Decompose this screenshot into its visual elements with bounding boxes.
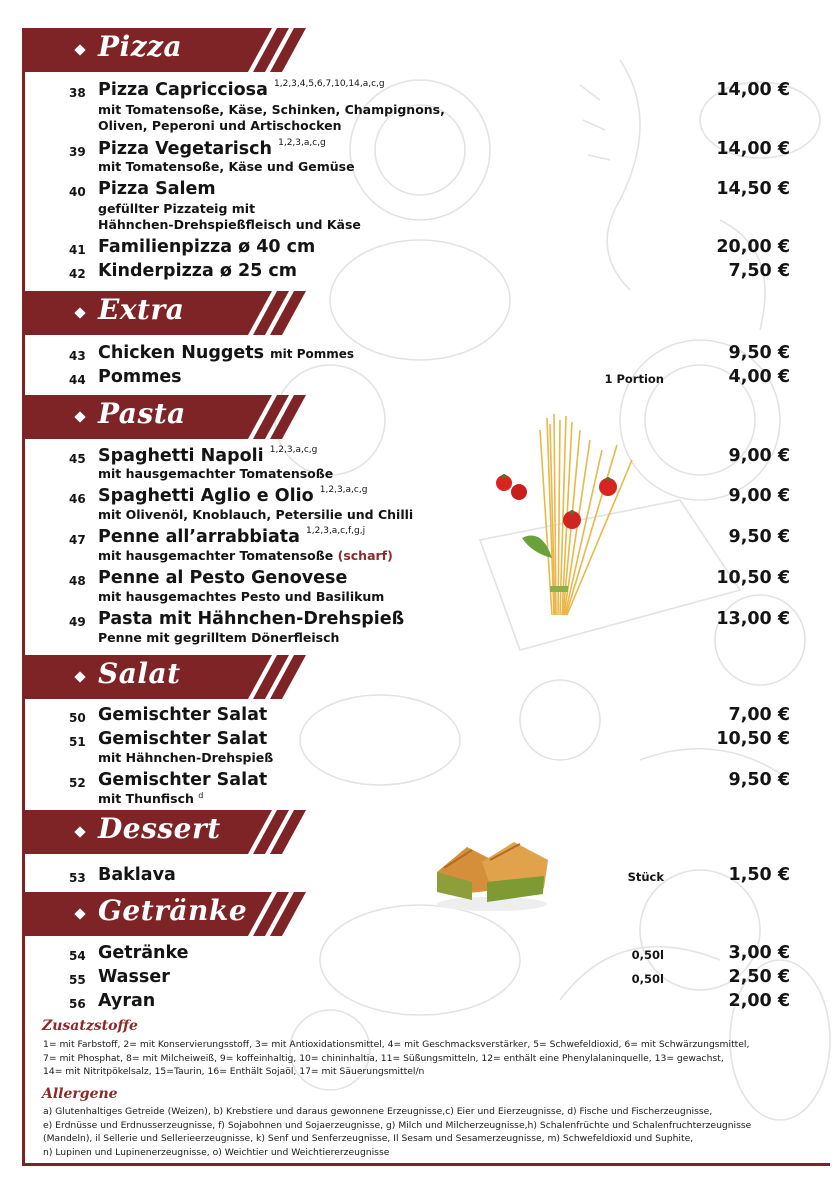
description-line: Penne mit gegrilltem Dönerfleisch <box>98 630 340 645</box>
section-banner-pizza <box>24 28 314 72</box>
portion-note: 1 Portion <box>604 372 664 386</box>
allergene-title: Allergene <box>42 1086 118 1102</box>
item-name-text: Pasta mit Hähnchen-Drehspieß <box>98 609 405 629</box>
item-description <box>98 589 384 605</box>
allergen-codes: d <box>198 790 204 800</box>
item-name <box>98 770 267 790</box>
item-price: 3,00 € <box>728 943 790 963</box>
item-name <box>98 705 267 725</box>
item-name <box>98 80 385 100</box>
item-name <box>98 139 326 159</box>
section-title: Extra <box>98 293 185 326</box>
item-description <box>98 630 339 646</box>
item-name <box>98 943 189 963</box>
description-text: mit hausgemachter Tomatensoße <box>98 548 334 563</box>
item-number: 39 <box>69 145 86 159</box>
item-description <box>98 548 393 564</box>
section-banner-extra <box>24 291 314 335</box>
item-number: 54 <box>69 949 86 963</box>
item-name-text: Gemischter Salat <box>98 705 268 725</box>
item-name-text: Kinderpizza ø 25 cm <box>98 261 298 281</box>
item-name <box>98 991 155 1011</box>
item-number: 38 <box>69 86 86 100</box>
item-number: 40 <box>69 185 86 199</box>
spaghetti-with-tomatoes-image <box>492 410 642 625</box>
section-title: Getränke <box>98 894 248 927</box>
item-price: 10,50 € <box>716 729 790 749</box>
section-banner-getrnke <box>24 892 314 936</box>
item-price: 9,50 € <box>728 527 790 547</box>
item-number: 49 <box>69 615 86 629</box>
item-name-text: Getränke <box>98 943 189 963</box>
item-price: 20,00 € <box>716 237 790 257</box>
item-name-text: Gemischter Salat <box>98 729 268 749</box>
description-line: Oliven, Peperoni und Artischocken <box>98 118 342 133</box>
item-description <box>98 791 203 807</box>
description-line <box>98 791 203 807</box>
item-number: 51 <box>69 735 86 749</box>
item-price: 14,50 € <box>716 179 790 199</box>
item-number: 42 <box>69 267 86 281</box>
item-price: 2,00 € <box>728 991 790 1011</box>
item-description <box>98 750 273 766</box>
section-banner-dessert <box>24 810 314 854</box>
item-name-text: Gemischter Salat <box>98 770 268 790</box>
description-line: mit Olivenöl, Knoblauch, Petersilie und Chilli <box>98 507 414 522</box>
zusatzstoffe-title: Zusatzstoffe <box>42 1018 138 1034</box>
item-name-text: Baklava <box>98 865 176 885</box>
item-number: 55 <box>69 973 86 987</box>
allergen-codes: 1,2,3,a,c,g <box>269 445 318 456</box>
item-name-text: Ayran <box>98 991 156 1011</box>
item-name-text: Spaghetti Aglio e Olio <box>98 486 314 506</box>
item-name-text: Pizza Salem <box>98 179 216 199</box>
footnote-line: 1= mit Farbstoff, 2= mit Konservierungsstoff, 3= mit Antioxidationsmittel, 4= mit Geschmacksverstärker, 5= Schwefeldioxid, 6= mit Schwärzungsmittel, <box>43 1039 750 1050</box>
footnote-line: a) Glutenhaltiges Getreide (Weizen), b) Krebstiere und daraus gewonnene Erzeugnisse,c) Eier und Eierzeugnisse, d) Fische und Fischerzeugnisse, <box>43 1106 713 1117</box>
section-banner-salat <box>24 655 314 699</box>
item-number: 52 <box>69 776 86 790</box>
item-name-text: Pizza Capricciosa <box>98 80 268 100</box>
item-number: 41 <box>69 243 86 257</box>
item-name-text: Pommes <box>98 367 182 387</box>
description-line <box>98 548 393 564</box>
item-number: 43 <box>69 349 86 363</box>
item-price: 9,00 € <box>728 486 790 506</box>
item-description <box>98 102 445 134</box>
portion-note: 0,50l <box>631 972 664 986</box>
item-price: 2,50 € <box>728 967 790 987</box>
description-text: mit Thunfisch <box>98 791 194 806</box>
description-line: Hähnchen-Drehspießfleisch und Käse <box>98 217 361 232</box>
item-name <box>98 261 297 281</box>
description-line: mit hausgemachter Tomatensoße <box>98 466 334 481</box>
item-name-text: Penne all’arrabbiata <box>98 527 300 547</box>
item-number: 56 <box>69 997 86 1011</box>
item-number: 44 <box>69 373 86 387</box>
item-price: 10,50 € <box>716 568 790 588</box>
item-price: 9,00 € <box>728 446 790 466</box>
section-title: Pizza <box>98 30 183 63</box>
item-price: 9,50 € <box>728 343 790 363</box>
section-title: Dessert <box>98 812 221 845</box>
item-price: 14,00 € <box>716 139 790 159</box>
description-line: gefüllter Pizzateig mit <box>98 201 256 216</box>
item-name-text: Penne al Pesto Genovese <box>98 568 348 588</box>
item-description <box>98 466 333 482</box>
allergen-codes: 1,2,3,a,c,g <box>319 485 368 496</box>
footnote-line: n) Lupinen und Lupinenerzeugnisse, o) Weichtier und Weichtiererzeugnisse <box>43 1146 390 1158</box>
item-number: 48 <box>69 574 86 588</box>
description-line: mit hausgemachtes Pesto und Basilikum <box>98 589 385 604</box>
item-name-text: Spaghetti Napoli <box>98 446 264 466</box>
allergen-codes: 1,2,3,a,c,g <box>278 138 326 149</box>
portion-note: Stück <box>627 870 664 884</box>
item-price: 14,00 € <box>716 80 790 100</box>
item-name <box>98 609 404 629</box>
spicy-label: (scharf) <box>337 548 393 563</box>
item-name <box>98 568 347 588</box>
item-price: 7,50 € <box>728 261 790 281</box>
item-name <box>98 527 365 547</box>
description-line: mit Hähnchen-Drehspieß <box>98 750 274 765</box>
baklava-image <box>432 832 552 914</box>
item-price: 7,00 € <box>728 705 790 725</box>
item-number: 46 <box>69 492 86 506</box>
item-name <box>98 343 354 363</box>
zusatzstoffe-text <box>43 1038 833 1079</box>
item-price: 1,50 € <box>728 865 790 885</box>
portion-note: 0,50l <box>631 948 664 962</box>
item-name <box>98 486 367 506</box>
item-description <box>98 201 361 233</box>
item-name <box>98 865 176 885</box>
item-name-text: Chicken Nuggets <box>98 343 265 363</box>
footnote-line: (Mandeln), il Sellerie und Sellerieerzeugnisse, k) Senf und Senferzeugnisse, Il Sesam und Sesamerzeugnisse, m) Schwefeldioxid und Suphite, <box>43 1133 694 1145</box>
item-inline-note: mit Pommes <box>270 347 355 361</box>
item-number: 45 <box>69 452 86 466</box>
footnote-line: 14= mit Nitritpökelsalz, 15=Taurin, 16= Enthält Sojaöl, 17= mit Säuerungsmittel/n <box>43 1066 425 1078</box>
item-name <box>98 179 216 199</box>
item-name <box>98 367 182 387</box>
description-line: mit Tomatensoße, Käse, Schinken, Champignons, <box>98 102 445 117</box>
item-description <box>98 159 355 175</box>
section-title: Salat <box>98 657 181 690</box>
section-banner-pasta <box>24 395 314 439</box>
allergen-codes: 1,2,3,a,c,f,g,j <box>306 526 366 537</box>
section-title: Pasta <box>98 397 186 430</box>
item-number: 53 <box>69 871 86 885</box>
allergene-text <box>43 1105 833 1159</box>
item-name-text: Pizza Vegetarisch <box>98 139 273 159</box>
item-number: 50 <box>69 711 86 725</box>
allergen-codes: 1,2,3,4,5,6,7,10,14,a,c,g <box>274 79 385 90</box>
item-name <box>98 729 267 749</box>
footnote-line: 7= mit Phosphat, 8= mit Milcheiweiß, 9= koffeinhaltig, 10= chininhaltia, 11= Süßungsmitteln, 12= enthält eine Phenylalaninquelle, 13= gewachst, <box>43 1052 724 1064</box>
item-description <box>98 507 413 523</box>
item-name-text: Familienpizza ø 40 cm <box>98 237 316 257</box>
item-price: 13,00 € <box>716 609 790 629</box>
item-number: 47 <box>69 533 86 547</box>
item-price: 4,00 € <box>728 367 790 387</box>
item-name <box>98 967 170 987</box>
item-name-text: Wasser <box>98 967 170 987</box>
footnote-line: e) Erdnüsse und Erdnusserzeugnisse, f) Sojabohnen und Sojaerzeugnisse, g) Milch und Milcherzeugnisse,h) Schalenfrüchte und Schalenfruchterzeugnisse <box>43 1119 752 1131</box>
item-price: 9,50 € <box>728 770 790 790</box>
item-name <box>98 237 315 257</box>
description-line: mit Tomatensoße, Käse und Gemüse <box>98 159 355 174</box>
item-name <box>98 446 317 466</box>
